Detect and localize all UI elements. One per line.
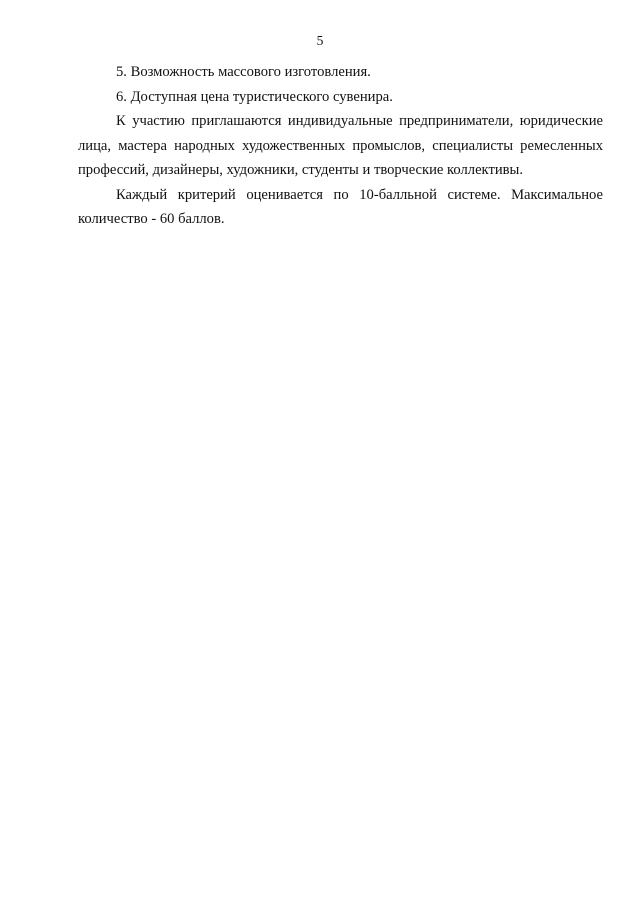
criterion-item-6: 6. Доступная цена туристического сувенира. xyxy=(116,88,393,105)
participants-paragraph: К участию приглашаются индивидуальные предприниматели, юридические лица, мастера народных художественных промыслов, специалисты ремесленных профессий, дизайнеры, художники, студенты и творческие коллективы. xyxy=(78,113,603,178)
page-number: 5 xyxy=(316,33,324,48)
criterion-item-5: 5. Возможность массового изготовления. xyxy=(116,64,371,80)
document-body xyxy=(78,60,603,232)
scoring-paragraph: Каждый критерий оценивается по 10-балльной системе. Максимальное количество - 60 баллов. xyxy=(78,186,603,227)
